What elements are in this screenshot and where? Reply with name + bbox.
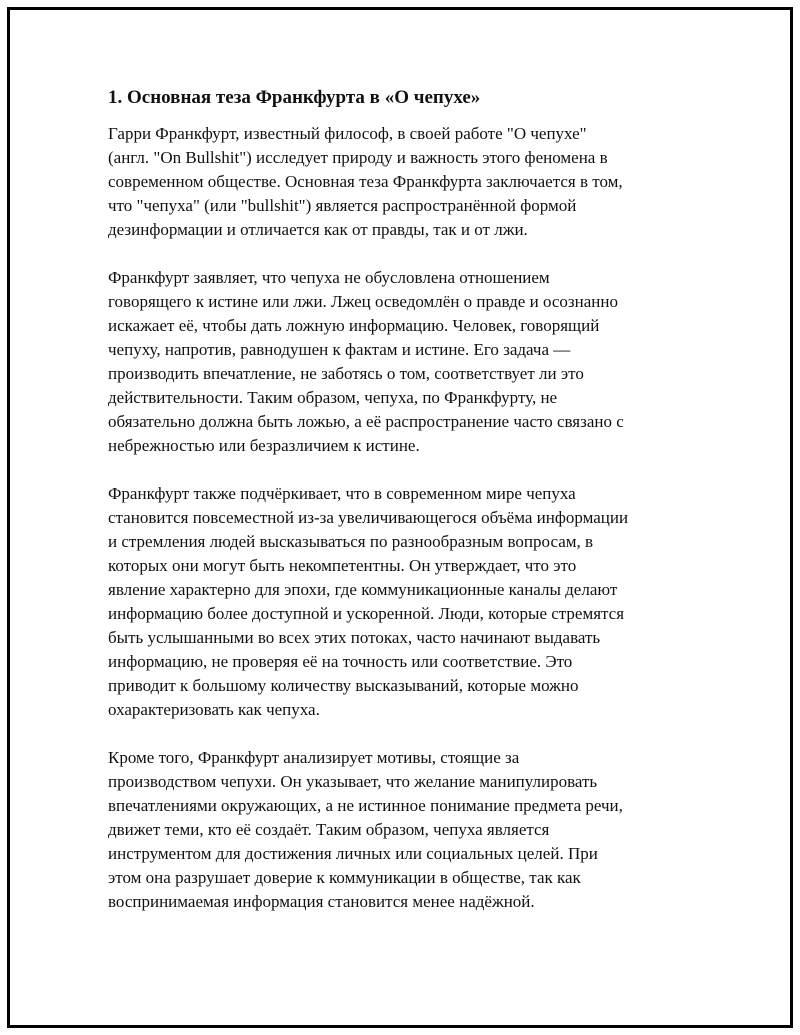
text-line: производством чепухи. Он указывает, что желание манипулировать [108, 772, 598, 791]
text-line: Франкфурт заявляет, что чепуха не обусловлена отношением [108, 268, 550, 287]
text-line: производить впечатление, не заботясь о том, соответствует ли это [108, 364, 584, 383]
text-line: современном обществе. Основная теза Франкфурта заключается в том, [108, 172, 623, 191]
text-line: (англ. "On Bullshit") исследует природу и важность этого феномена в [108, 148, 608, 167]
text-line: приводит к большому количеству высказываний, которые можно [108, 676, 579, 695]
text-line: Кроме того, Франкфурт анализирует мотивы, стоящие за [108, 748, 520, 767]
text-line: говорящего к истине или лжи. Лжец осведомлён о правде и осознанно [108, 292, 618, 311]
text-line: Франкфурт также подчёркивает, что в современном мире чепуха [108, 484, 576, 503]
text-line: явление характерно для эпохи, где коммуникационные каналы делают [108, 580, 618, 599]
text-line: дезинформации и отличается как от правды, так и от лжи. [108, 220, 528, 239]
text-line: воспринимаемая информация становится менее надёжной. [108, 892, 535, 911]
text-line: действительности. Таким образом, чепуха, по Франкфурту, не [108, 388, 558, 407]
text-line: чепуху, напротив, равнодушен к фактам и истине. Его задача — [108, 340, 571, 359]
text-line: этом она разрушает доверие к коммуникации в обществе, так как [108, 868, 581, 887]
paragraph-2 [108, 266, 683, 458]
document-body [108, 86, 683, 938]
text-line: небрежностью или безразличием к истине. [108, 436, 420, 455]
text-line: инструментом для достижения личных или социальных целей. При [108, 844, 598, 863]
text-line: информацию, не проверяя её на точность или соответствие. Это [108, 652, 573, 671]
paragraph-3 [108, 482, 683, 722]
text-line: информацию более доступной и ускоренной. Люди, которые стремятся [108, 604, 625, 623]
text-line: быть услышанными во всех этих потоках, часто начинают выдавать [108, 628, 601, 647]
text-line: обязательно должна быть ложью, а её распространение часто связано с [108, 412, 624, 431]
text-line: Гарри Франкфурт, известный философ, в своей работе "О чепухе" [108, 124, 587, 143]
text-line: которых они могут быть некомпетентны. Он утверждает, что это [108, 556, 577, 575]
text-line: что "чепуха" (или "bullshit") является распространённой формой [108, 196, 577, 215]
text-line: охарактеризовать как чепуха. [108, 700, 320, 719]
text-line: искажает её, чтобы дать ложную информацию. Человек, говорящий [108, 316, 600, 335]
paragraph-1 [108, 122, 683, 242]
paragraph-4 [108, 746, 683, 914]
text-line: впечатлениями окружающих, а не истинное понимание предмета речи, [108, 796, 623, 815]
text-line: и стремления людей высказываться по разнообразным вопросам, в [108, 532, 594, 551]
text-line: движет теми, кто её создаёт. Таким образом, чепуха является [108, 820, 550, 839]
section-heading: 1. Основная теза Франкфурта в «О чепухе» [108, 87, 481, 108]
text-line: становится повсеместной из-за увеличивающегося объёма информации [108, 508, 629, 527]
